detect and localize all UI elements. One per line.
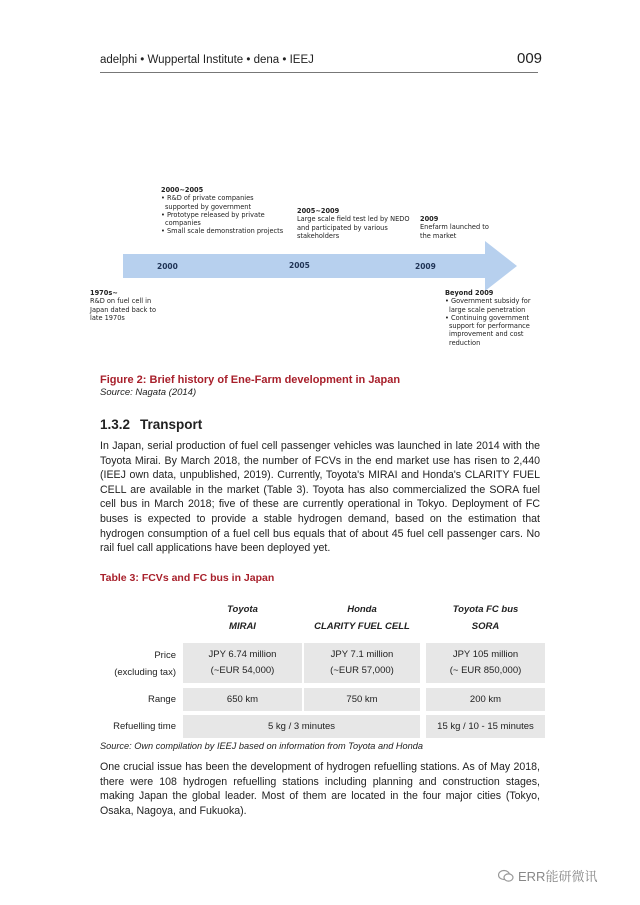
- note-title: Beyond 2009: [445, 289, 494, 297]
- range-cell-clarity: 750 km: [304, 688, 420, 711]
- row-label-line2: (excluding tax): [114, 667, 176, 678]
- table-header-sora: [426, 601, 545, 635]
- watermark-text: ERR能研微讯: [518, 869, 598, 884]
- price-cell-clarity: JPY 7.1 million (~EUR 57,000): [304, 643, 420, 683]
- row-label-line1: Price: [154, 650, 176, 661]
- section-number: 1.3.2: [100, 417, 131, 432]
- note-1970s: 1970s~ R&D on fuel cell in Japan dated back to late 1970s: [90, 289, 157, 322]
- note-title: 2009: [420, 215, 439, 223]
- table-source: Source: Own compilation by IEEJ based on information from Toyota and Honda: [100, 741, 423, 751]
- header-divider: [100, 72, 538, 73]
- body-paragraph: In Japan, serial production of fuel cell passenger vehicles was launched in late 2014 with the Toyota Mirai. By March 2018, the number of FCVs in the end market use has risen to 2,440 (IEEJ own data, unpublished, 2019). Currently, Toyota's MIRAI and Honda's CLARITY FUEL CELL are available in the market (Table 3). Toyota has also commercialized the SORA fuel cell bus in March 2018; five of these are currently operational in Tokyo. Deployment of FC buses is expected to provide a stable hydrogen demand, based on the estimation that hydrogen consumption of a fuel cell bus equals that of about 45 fuel cell passenger cars. No rail fuel call applications have been deployed yet.: [100, 440, 540, 555]
- body-paragraph: One crucial issue has been the development of hydrogen refuelling stations. As of May 2018, there were 108 hydrogen refuelling stations including planning and construction stages, making Japan the global leader. Most of them are located in the four major cities (Tokyo, Osaka, Nagoya, and Fukuoka).: [100, 761, 540, 817]
- refuel-cell-cars: 5 kg / 3 minutes: [183, 715, 420, 738]
- timeline-figure: [90, 180, 530, 360]
- refuel-cell-bus: 15 kg / 10 - 15 minutes: [426, 715, 545, 738]
- timeline-year-2000: 2000: [157, 262, 178, 271]
- note-bullet: • Continuing government support for performance improvement and cost reduction: [445, 313, 530, 347]
- wechat-icon: [498, 869, 514, 883]
- timeline-year-2009: 2009: [415, 262, 436, 271]
- running-header: adelphi • Wuppertal Institute • dena • IEEJ: [100, 54, 314, 66]
- table-header-mirai: [183, 601, 302, 635]
- note-beyond-2009: [445, 289, 535, 347]
- range-cell-sora: 200 km: [426, 688, 545, 711]
- page-number: 009: [517, 50, 543, 67]
- row-label-refuelling: Refuelling time: [113, 721, 176, 732]
- column-header-line1: Toyota FC bus: [452, 604, 519, 615]
- watermark: [498, 866, 597, 885]
- section-heading: [100, 417, 202, 432]
- column-header-line2: MIRAI: [229, 621, 256, 632]
- column-header-line1: Toyota: [227, 604, 258, 615]
- note-2005-2009: 2005~2009 Large scale field test led by NEDO and participated by various stakeholders: [297, 207, 410, 240]
- note-bullet: • Small scale demonstration projects: [161, 227, 284, 236]
- price-cell-sora: JPY 105 million (~ EUR 850,000): [426, 643, 545, 683]
- table-header-clarity: [304, 601, 420, 635]
- row-label-range: Range: [148, 694, 176, 705]
- row-label-price: [80, 647, 176, 681]
- table-caption: Table 3: FCVs and FC bus in Japan: [100, 572, 275, 584]
- note-2000-2005: [161, 186, 286, 236]
- note-title: 2000~2005: [161, 186, 204, 194]
- figure-caption: Figure 2: Brief history of Ene-Farm development in Japan: [100, 374, 401, 386]
- note-bullet: • Government subsidy for large scale penetration: [445, 297, 531, 314]
- section-title: Transport: [140, 417, 203, 432]
- column-header-line2: SORA: [471, 621, 500, 632]
- note-bullet: • Prototype released by private companies: [161, 210, 265, 228]
- price-cell-mirai: JPY 6.74 million (~EUR 54,000): [183, 643, 302, 683]
- figure-source: Source: Nagata (2014): [100, 387, 197, 398]
- note-title: 1970s~: [90, 289, 118, 297]
- range-cell-mirai: 650 km: [183, 688, 302, 711]
- note-title: 2005~2009: [297, 207, 340, 215]
- note-bullet: • R&D of private companies supported by government: [161, 194, 254, 211]
- note-2009: 2009 Enefarm launched to the market: [420, 215, 489, 240]
- column-header-line2: CLARITY FUEL CELL: [314, 621, 410, 632]
- timeline-year-2005: 2005: [289, 261, 310, 270]
- column-header-line1: Honda: [347, 604, 377, 615]
